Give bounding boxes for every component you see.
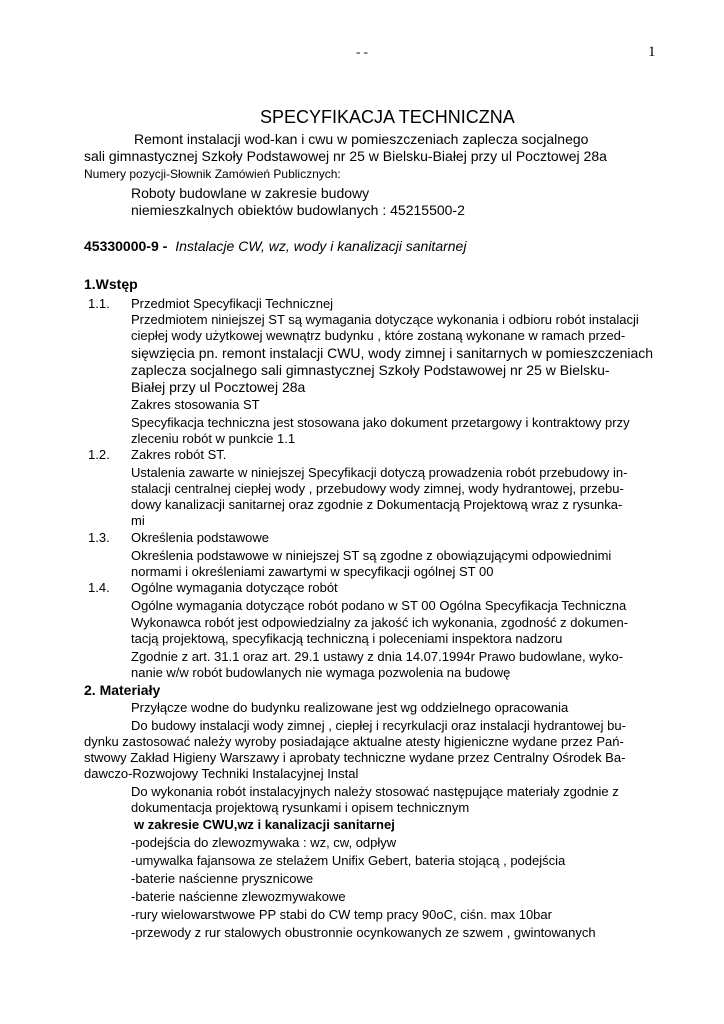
code-line bbox=[84, 238, 466, 255]
paragraph-line: Do wykonania robót instalacyjnych należy stosować następujące materiały zgodnie z bbox=[131, 784, 619, 799]
paragraph-line: Zgodnie z art. 31.1 oraz art. 29.1 ustawy z dnia 14.07.1994r Prawo budowlane, wyko- bbox=[131, 649, 624, 664]
section-2-heading: 2. Materiały bbox=[84, 682, 161, 698]
paragraph-line: tacją projektową, specyfikacją techniczną i poleceniami inspektora nadzoru bbox=[131, 631, 563, 646]
section-1-heading: 1.Wstęp bbox=[84, 276, 138, 292]
list-item: -podejścia do zlewozmywaka : wz, cw, odpływ bbox=[131, 835, 397, 850]
paragraph-line: Ogólne wymagania dotyczące robót podano w ST 00 Ogólna Specyfikacja Techniczna bbox=[131, 598, 627, 613]
list-item: -rury wielowarstwowe PP stabi do CW temp pracy 90oC, ciśn. max 10bar bbox=[131, 907, 552, 922]
paragraph-line: Specyfikacja techniczna jest stosowana jako dokument przetargowy i kontraktowy przy bbox=[131, 415, 630, 430]
section-1-1-number: 1.1. bbox=[88, 296, 110, 311]
paragraph-line: Przyłącze wodne do budynku realizowane jest wg oddzielnego opracowania bbox=[131, 700, 569, 715]
section-1-3-title: Określenia podstawowe bbox=[131, 530, 270, 545]
paragraph-line: Do budowy instalacji wody zimnej , ciepłej i recyrkulacji oraz instalacji hydrantowej bu- bbox=[131, 718, 626, 733]
list-item: -umywalka fajansowa ze stelażem Unifix Gebert, bateria stojącą , podejścia bbox=[131, 853, 566, 868]
paragraph-line: mi bbox=[131, 513, 145, 528]
paragraph-line: dynku zastosować należy wyroby posiadające aktualne atesty higieniczne wydane przez Pań- bbox=[84, 734, 624, 749]
document-title: SPECYFIKACJA TECHNICZNA bbox=[260, 107, 515, 127]
cpv-label: Numery pozycji-Słownik Zamówień Publicznych: bbox=[84, 167, 341, 181]
page-number: 1 bbox=[648, 44, 656, 60]
paragraph-line: normami i określeniami zawartymi w specyfikacji ogólnej ST 00 bbox=[131, 564, 494, 579]
cpv-code-description: Instalacje CW, wz, wody i kanalizacji sanitarnej bbox=[175, 238, 467, 254]
paragraph-line: zaplecza socjalnego sali gimnastycznej Szkoły Podstawowej nr 25 w Bielsku- bbox=[131, 362, 610, 378]
section-1-4-title: Ogólne wymagania dotyczące robót bbox=[131, 580, 338, 595]
header-marker: - - bbox=[356, 44, 368, 59]
intro-line-1: Remont instalacji wod-kan i cwu w pomieszczeniach zaplecza socjalnego bbox=[134, 131, 589, 147]
section-1-2-number: 1.2. bbox=[88, 447, 110, 462]
materials-subheading: w zakresie CWU,wz i kanalizacji sanitarnej bbox=[134, 817, 395, 832]
paragraph-line: stwowy Zakład Higieny Warszawy i aprobaty techniczne wydane przez Centralny Ośrodek Ba- bbox=[84, 750, 626, 765]
cpv-code: 45330000-9 - bbox=[84, 238, 168, 254]
section-1-3-number: 1.3. bbox=[88, 530, 110, 545]
cpv-line-2: niemieszkalnych obiektów budowlanych : 45215500-2 bbox=[131, 202, 465, 218]
list-item: -baterie naścienne prysznicowe bbox=[131, 871, 314, 886]
intro-line-2: sali gimnastycznej Szkoły Podstawowej nr 25 w Bielsku-Białej przy ul Pocztowej 28a bbox=[84, 148, 607, 164]
paragraph-line: Białej przy ul Pocztowej 28a bbox=[131, 379, 306, 395]
paragraph-line: Ustalenia zawarte w niniejszej Specyfikacji dotyczą prowadzenia robót przebudowy in- bbox=[131, 465, 628, 480]
scope-title: Zakres stosowania ST bbox=[131, 397, 260, 412]
paragraph-line: Przedmiotem niniejszej ST są wymagania dotyczące wykonania i odbioru robót instalacji bbox=[131, 312, 639, 327]
paragraph-line: dokumentacja projektową rysunkami i opisem technicznym bbox=[131, 800, 470, 815]
section-1-1-title: Przedmiot Specyfikacji Technicznej bbox=[131, 296, 334, 311]
cpv-line-1: Roboty budowlane w zakresie budowy bbox=[131, 185, 370, 201]
paragraph-line: zleceniu robót w punkcie 1.1 bbox=[131, 431, 296, 446]
paragraph-line: dawczo-Rozwojowy Techniki Instalacyjnej Instal bbox=[84, 766, 359, 781]
list-item: -przewody z rur stalowych obustronnie ocynkowanych ze szwem , gwintowanych bbox=[131, 925, 596, 940]
paragraph-line: nanie w/w robót budowlanych nie wymaga pozwolenia na budowę bbox=[131, 665, 511, 680]
paragraph-line: sięwzięcia pn. remont instalacji CWU, wody zimnej i sanitarnych w pomieszczeniach bbox=[131, 345, 654, 361]
paragraph-line: dowy kanalizacji sanitarnej oraz zgodnie z Dokumentacją Projektową wraz z rysunka- bbox=[131, 497, 623, 512]
paragraph-line: Określenia podstawowe w niniejszej ST są zgodne z obowiązującymi odpowiednimi bbox=[131, 548, 612, 563]
paragraph-line: Wykonawca robót jest odpowiedzialny za jakość ich wykonania, zgodność z dokumen- bbox=[131, 615, 629, 630]
section-1-2-title: Zakres robót ST. bbox=[131, 447, 227, 462]
section-1-4-number: 1.4. bbox=[88, 580, 110, 595]
list-item: -baterie naścienne zlewozmywakowe bbox=[131, 889, 346, 904]
paragraph-line: stalacji centralnej ciepłej wody , przebudowy wody zimnej, wody hydrantowej, przebu- bbox=[131, 481, 624, 496]
paragraph-line: ciepłej wody użytkowej wewnątrz budynku , które zostaną wykonane w ramach przed- bbox=[131, 328, 626, 343]
